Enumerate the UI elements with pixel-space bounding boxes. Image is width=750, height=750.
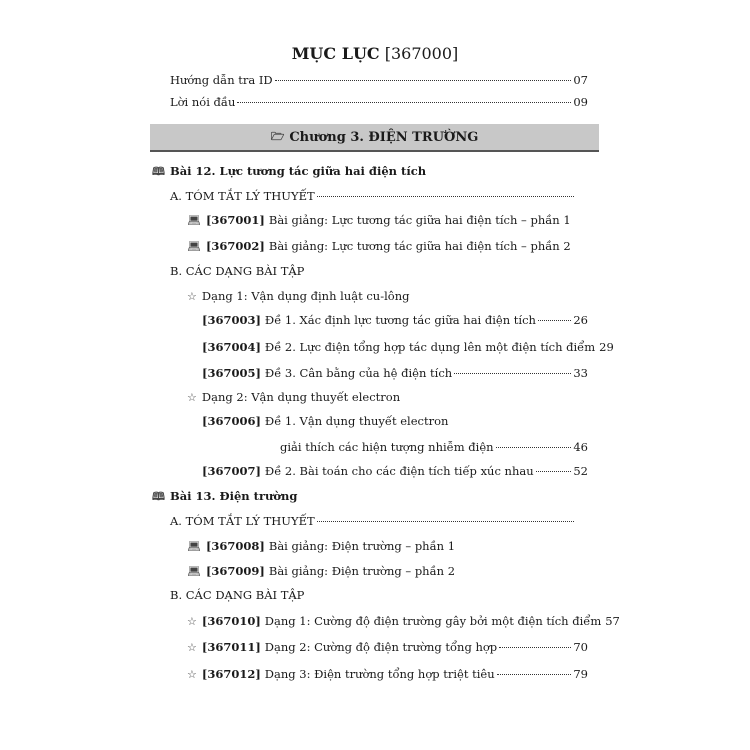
dot-leader: [499, 647, 571, 648]
section-label: A. TÓM TẮT LÝ THUYẾT: [170, 189, 315, 203]
entry-label: Đề 3. Cân bằng của hệ điện tích: [264, 366, 453, 380]
lesson-heading[interactable]: [152, 163, 426, 179]
laptop-icon: 💻︎: [187, 565, 201, 578]
folder-icon: 🗁: [270, 129, 285, 143]
toc-entry[interactable]: [187, 666, 588, 682]
dot-leader: [275, 80, 572, 81]
entry-label: Dạng 3: Điện trường tổng hợp triệt tiêu: [264, 667, 495, 681]
dot-leader: [538, 320, 571, 321]
book-icon: 🕮: [152, 490, 165, 503]
exercise-type[interactable]: [187, 288, 409, 304]
type-label: Dạng 2: Vận dụng thuyết electron: [201, 390, 401, 404]
entry-id: [367008]: [205, 539, 265, 553]
dot-leader: [496, 447, 572, 448]
chapter-header: [150, 124, 599, 152]
lesson-heading[interactable]: [152, 488, 297, 504]
page-number: 29: [599, 340, 614, 354]
toc-entry[interactable]: [202, 413, 448, 429]
page-number: 07: [573, 73, 588, 87]
lesson-title: Bài 13. Điện trường: [169, 489, 298, 503]
lecture-entry[interactable]: [187, 212, 571, 228]
entry-label: Bài giảng: Điện trường – phần 2: [268, 564, 456, 578]
entry-label: Bài giảng: Điện trường – phần 1: [268, 539, 456, 553]
entry-id: [367010]: [201, 614, 261, 628]
entry-label: Bài giảng: Lực tương tác giữa hai điện tích – phần 1: [268, 213, 571, 227]
star-icon: ☆: [187, 668, 197, 681]
entry-label: Đề 1. Vận dụng thuyết electron: [264, 414, 449, 428]
toc-entry[interactable]: [202, 463, 588, 479]
entry-label: Hướng dẫn tra ID: [170, 73, 273, 87]
section-b: [170, 263, 304, 279]
laptop-icon: 💻︎: [187, 214, 201, 227]
dot-leader: [497, 674, 572, 675]
entry-id: [367002]: [205, 239, 265, 253]
lecture-entry[interactable]: [187, 563, 455, 579]
page-number: 79: [573, 667, 588, 681]
toc-entry[interactable]: [170, 72, 588, 88]
type-label: Dạng 1: Vận dụng định luật cu-lông: [201, 289, 410, 303]
dot-leader: [454, 373, 571, 374]
page-number: 46: [573, 440, 588, 454]
entry-id: [367007]: [202, 464, 261, 478]
entry-label: Bài giảng: Lực tương tác giữa hai điện tích – phần 2: [268, 239, 571, 253]
star-icon: ☆: [187, 615, 197, 628]
lecture-entry[interactable]: [187, 238, 571, 254]
laptop-icon: 💻︎: [187, 540, 201, 553]
lecture-entry[interactable]: [187, 538, 455, 554]
toc-entry[interactable]: [202, 365, 588, 381]
dot-leader: [317, 521, 574, 522]
exercise-type[interactable]: [187, 389, 400, 405]
entry-id: [367012]: [201, 667, 261, 681]
entry-id: [367001]: [205, 213, 265, 227]
entry-label: Đề 2. Bài toán cho các điện tích tiếp xúc nhau: [264, 464, 534, 478]
chapter-title: Chương 3. ĐIỆN TRƯỜNG: [289, 129, 479, 145]
section-label: B. CÁC DẠNG BÀI TẬP: [170, 264, 305, 278]
toc-entry[interactable]: [202, 339, 614, 355]
section-a[interactable]: [170, 188, 576, 204]
entry-label: Lời nói đầu: [170, 95, 236, 109]
dot-leader: [317, 196, 574, 197]
page-number: 70: [573, 640, 588, 654]
star-icon: ☆: [187, 391, 197, 404]
book-icon: 🕮: [152, 165, 165, 178]
entry-label: Dạng 2: Cường độ điện trường tổng hợp: [264, 640, 498, 654]
laptop-icon: 💻︎: [187, 240, 201, 253]
toc-entry[interactable]: [187, 639, 588, 655]
toc-entry-continuation[interactable]: [280, 439, 588, 455]
toc-entry[interactable]: [202, 312, 588, 328]
entry-label: Đề 1. Xác định lực tương tác giữa hai điện tích: [264, 313, 536, 327]
dot-leader: [237, 102, 571, 103]
entry-id: [367009]: [205, 564, 265, 578]
page-number: 33: [573, 366, 588, 380]
page-number: 26: [573, 313, 588, 327]
toc-entry[interactable]: [187, 613, 620, 629]
page-number: 57: [605, 614, 620, 628]
lesson-title: Bài 12. Lực tương tác giữa hai điện tích: [169, 164, 427, 178]
entry-label: Đề 2. Lực điện tổng hợp tác dụng lên một điện tích điểm: [264, 340, 596, 354]
entry-id: [367006]: [202, 414, 261, 428]
section-b: [170, 587, 304, 603]
entry-id: [367011]: [201, 640, 261, 654]
star-icon: ☆: [187, 290, 197, 303]
entry-id: [367005]: [202, 366, 261, 380]
entry-id: [367004]: [202, 340, 261, 354]
toc-entry[interactable]: [170, 94, 588, 110]
page-number: 52: [573, 464, 588, 478]
page-title: MỤC LỤC [367000]: [291, 44, 459, 63]
entry-id: [367003]: [202, 313, 261, 327]
page-number: 09: [573, 95, 588, 109]
dot-leader: [536, 471, 572, 472]
section-a[interactable]: [170, 513, 576, 529]
star-icon: ☆: [187, 641, 197, 654]
entry-label: Dạng 1: Cường độ điện trường gây bởi một điện tích điểm: [264, 614, 602, 628]
section-label: B. CÁC DẠNG BÀI TẬP: [170, 588, 305, 602]
entry-label: giải thích các hiện tượng nhiễm điện: [280, 440, 494, 454]
section-label: A. TÓM TẮT LÝ THUYẾT: [170, 514, 315, 528]
